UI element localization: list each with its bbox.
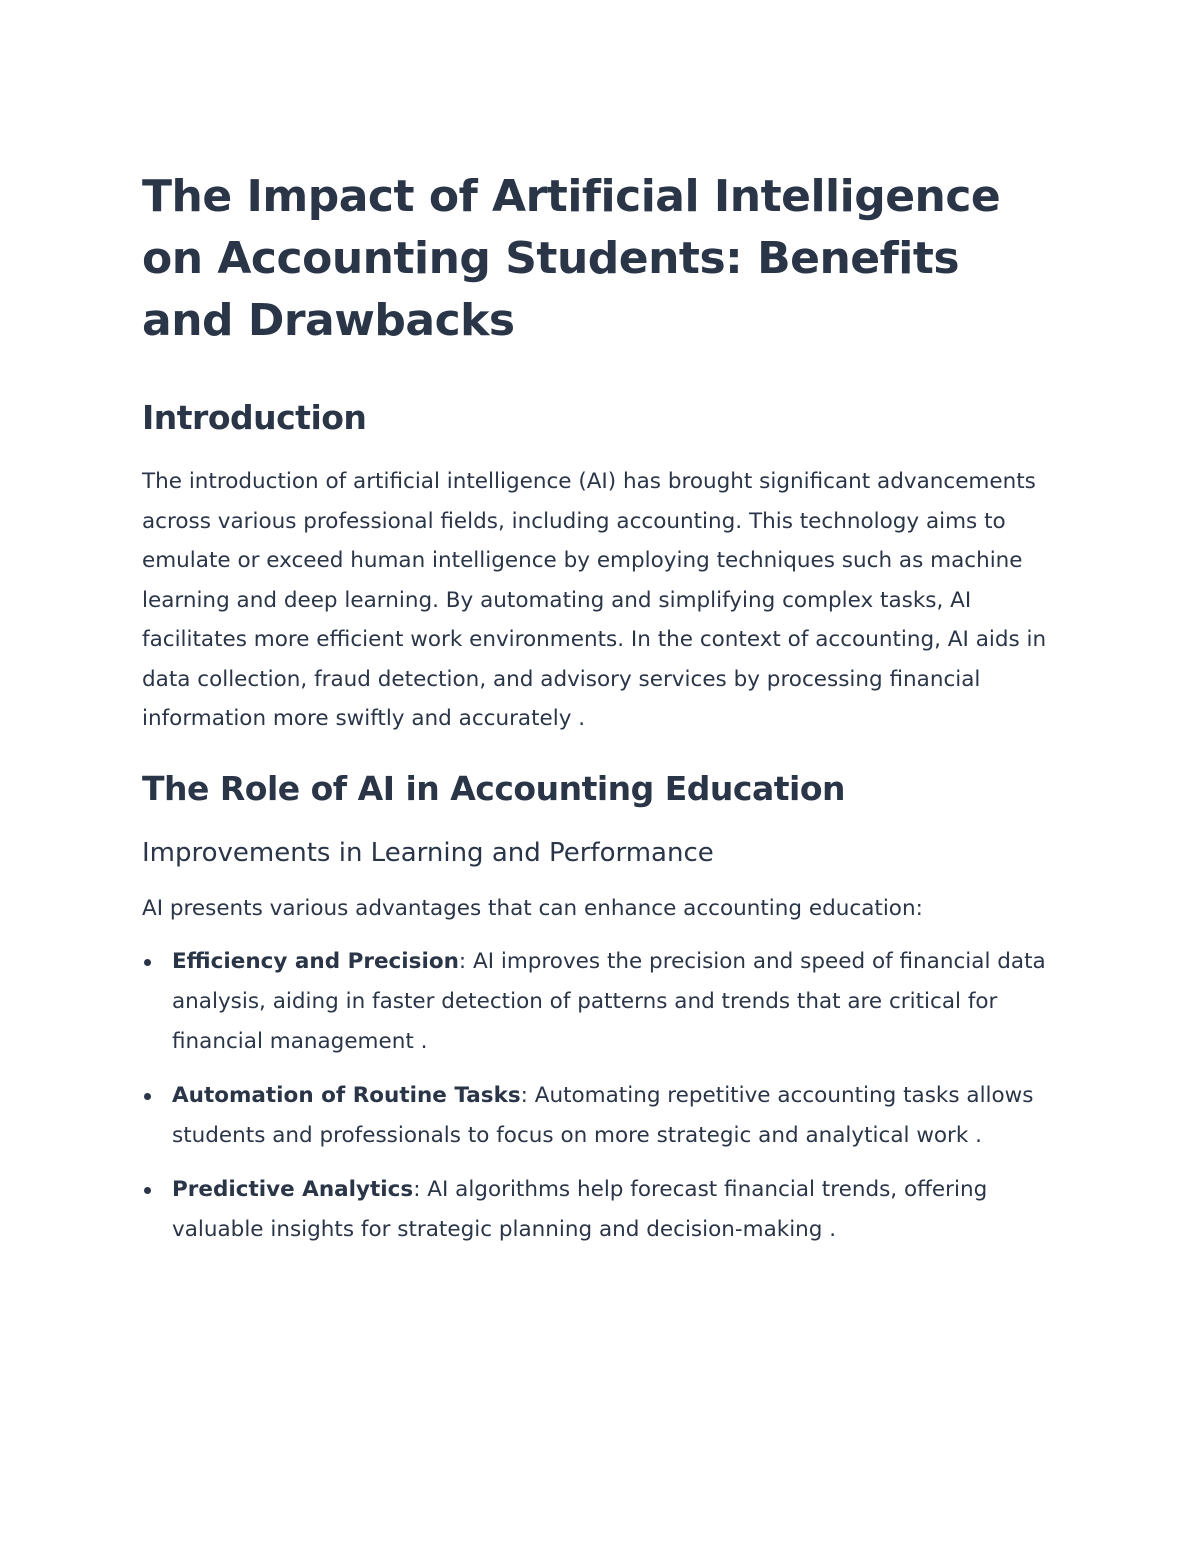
bullet-icon	[144, 1187, 151, 1194]
list-item	[142, 1076, 1052, 1156]
bullet-icon	[144, 959, 151, 966]
bullet-text: : AI algorithms help forecast financial trends, offering valuable insights for strategic planning and decision-making .	[172, 1177, 988, 1242]
list-item	[142, 1170, 1052, 1250]
introduction-paragraph: The introduction of artificial intelligence (AI) has brought significant advancements across various professional fields, including accounting. This technology aims to emulate or exceed human intelligence by employing techniques such as machine learning and deep learning. By automating and simplifying complex tasks, AI facilitates more efficient work environments. In the context of accounting, AI aids in data collection, fraud detection, and advisory services by processing financial information more swiftly and accurately .	[142, 469, 1047, 731]
bullet-term: Predictive Analytics	[172, 1177, 414, 1202]
bullet-text: : AI improves the precision and speed of financial data analysis, aiding in faster detection of patterns and trends that are critical for financial management .	[172, 949, 1046, 1054]
document-page	[142, 166, 1062, 1264]
section-heading-introduction: Introduction	[142, 398, 367, 437]
advantages-list	[142, 942, 1062, 1250]
bullet-term: Automation of Routine Tasks	[172, 1083, 521, 1108]
section-heading-role-of-ai: The Role of AI in Accounting Education	[142, 768, 846, 808]
bullet-text: : Automating repetitive accounting tasks allows students and professionals to focus on more strategic and analytical work .	[172, 1083, 1034, 1148]
subheading-improvements: Improvements in Learning and Performance	[142, 837, 714, 868]
section-role-of-ai	[142, 767, 1062, 1251]
document-title: The Impact of Artificial Intelligence on Accounting Students: Benefits and Drawbacks	[142, 171, 1001, 346]
section-introduction	[142, 396, 1062, 739]
list-item	[142, 942, 1052, 1062]
bullet-icon	[144, 1093, 151, 1100]
advantages-lead-text: AI presents various advantages that can enhance accounting education:	[142, 895, 923, 921]
bullet-term: Efficiency and Precision	[172, 949, 459, 974]
